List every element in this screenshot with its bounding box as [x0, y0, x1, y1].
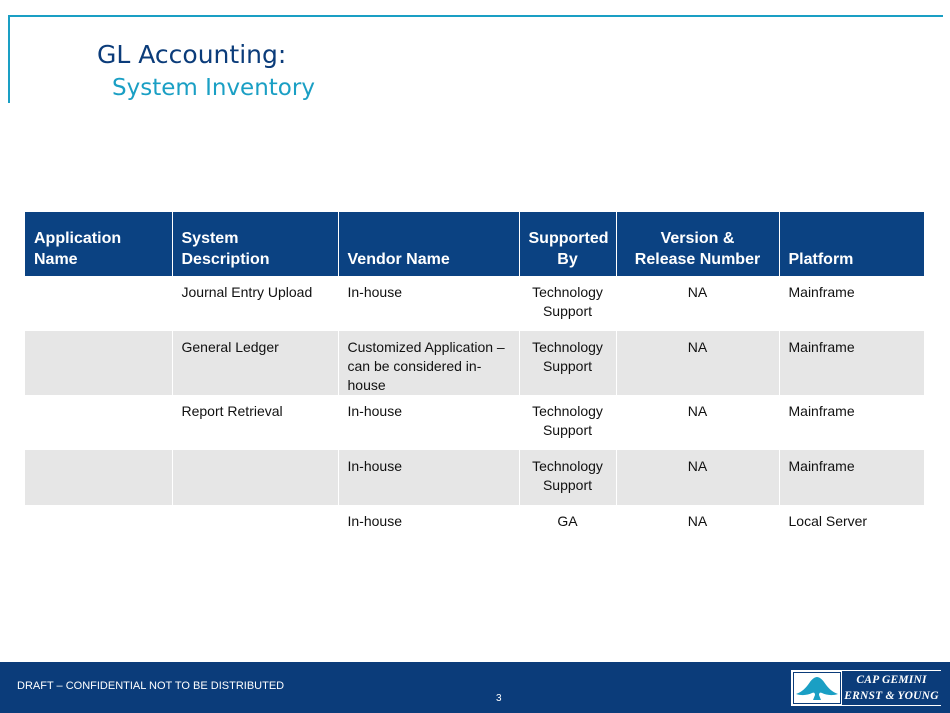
- footer-bar: [0, 662, 950, 713]
- table-header-row: [25, 212, 924, 276]
- cell-supported-by: [519, 331, 616, 395]
- cell-vendor-name-line1: In-house: [347, 284, 402, 300]
- spade-icon-graphic: [794, 673, 840, 703]
- cell-supported-by-line1: Technology: [532, 339, 603, 355]
- header-supported-by: [519, 212, 616, 276]
- cell-vendor-name-line1: In-house: [347, 458, 402, 474]
- cell-version: NA: [616, 505, 779, 560]
- cell-application-name: [25, 395, 172, 450]
- cell-version: NA: [616, 331, 779, 395]
- logo-line1: CAP GEMINI: [856, 674, 927, 686]
- cell-platform: Local Server: [788, 513, 868, 529]
- table-row: [25, 276, 924, 331]
- cell-platform: Mainframe: [788, 403, 855, 419]
- cell-platform: Mainframe: [788, 284, 855, 300]
- header-version-line2: Release Number: [634, 251, 761, 268]
- cell-application-name: [25, 331, 172, 395]
- table-row: [25, 331, 924, 395]
- cell-vendor-name-line1: In-house: [347, 403, 402, 419]
- cell-system-description: [172, 505, 338, 560]
- cell-vendor-name-line1: In-house: [347, 513, 402, 529]
- table-row: [25, 505, 924, 560]
- cell-system-description: Report Retrieval: [172, 395, 338, 450]
- company-logo: [790, 669, 942, 707]
- cell-supported-by-line1: Technology: [532, 284, 603, 300]
- cell-version: NA: [616, 395, 779, 450]
- cell-supported-by: [519, 276, 616, 331]
- header-application-name: Application Name: [25, 212, 172, 276]
- cell-vendor-name: [338, 331, 519, 395]
- cell-vendor-name: [338, 395, 519, 450]
- cell-platform: Mainframe: [779, 331, 924, 395]
- spade-logo-icon: [793, 672, 841, 704]
- cell-application-name: [25, 505, 172, 560]
- cell-supported-by: [519, 395, 616, 450]
- cell-system-description: [172, 450, 338, 505]
- slide-subtitle: System Inventory: [112, 75, 315, 101]
- cell-supported-by: [519, 450, 616, 505]
- header-supported-by-line1: Supported: [528, 230, 609, 247]
- cell-supported-by-line1: Technology: [532, 458, 603, 474]
- cell-vendor-name: [338, 450, 519, 505]
- cell-supported-by-line2: Support: [542, 422, 593, 438]
- cell-supported-by-line2: Support: [542, 477, 593, 493]
- cell-supported-by: [519, 505, 616, 560]
- cell-system-description: Journal Entry Upload: [172, 276, 338, 331]
- frame-left-rule: [8, 15, 10, 103]
- page-number: 3: [496, 693, 502, 704]
- header-version-line1: Version &: [660, 230, 735, 247]
- header-supported-by-line2: By: [557, 251, 578, 268]
- logo-wordmark: [842, 671, 941, 705]
- header-version: [616, 212, 779, 276]
- cell-vendor-name-line2: can be considered in-house: [347, 358, 482, 393]
- logo-line2: ERNST & YOUNG: [844, 690, 939, 702]
- cell-supported-by-line2: Support: [542, 303, 593, 319]
- header-vendor-name: Vendor Name: [338, 212, 519, 276]
- cell-vendor-name: [338, 276, 519, 331]
- cell-supported-by-line2: Support: [542, 358, 593, 374]
- table-row: [25, 450, 924, 505]
- cell-vendor-name-line1: Customized Application –: [347, 339, 505, 355]
- header-platform: Platform: [779, 212, 924, 276]
- cell-vendor-name: [338, 505, 519, 560]
- cell-version: NA: [616, 276, 779, 331]
- cell-version: NA: [616, 450, 779, 505]
- confidentiality-notice: DRAFT – CONFIDENTIAL NOT TO BE DISTRIBUTED: [17, 680, 285, 692]
- cell-system-description: General Ledger: [172, 331, 338, 395]
- header-system-description: System Description: [172, 212, 338, 276]
- system-inventory-table: [25, 212, 924, 560]
- cell-supported-by-line1: GA: [557, 513, 578, 529]
- table-row: [25, 395, 924, 450]
- cell-application-name: [25, 276, 172, 331]
- cell-platform: Mainframe: [779, 450, 924, 505]
- cell-supported-by-line1: Technology: [532, 403, 603, 419]
- cell-application-name: [25, 450, 172, 505]
- slide-title: GL Accounting:: [97, 40, 287, 69]
- frame-top-rule: [8, 15, 943, 17]
